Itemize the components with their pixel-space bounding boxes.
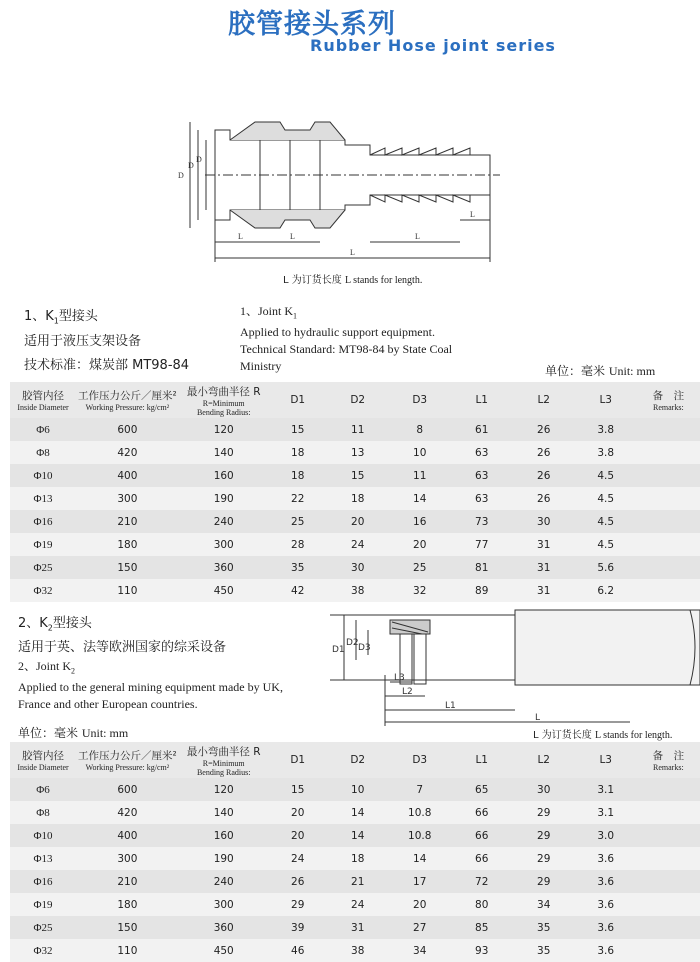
remarks-cell	[637, 556, 700, 579]
remarks-cell	[637, 801, 700, 824]
table-cell: 26	[513, 464, 575, 487]
table-cell: 14	[389, 847, 451, 870]
table-cell: 300	[76, 847, 179, 870]
table-cell: 77	[451, 533, 513, 556]
table-cell: 26	[269, 870, 327, 893]
col-inside: 胶管内径 Inside Diameter	[10, 382, 76, 418]
col-remarks: 备 注 Remarks:	[637, 382, 700, 418]
table-cell: 450	[179, 939, 269, 962]
table-cell: 20	[327, 510, 389, 533]
table-cell: 3.6	[575, 870, 637, 893]
table-cell: 240	[179, 870, 269, 893]
table-cell: 15	[269, 778, 327, 801]
table-cell: 8	[389, 418, 451, 441]
table-cell: 93	[451, 939, 513, 962]
remarks-cell	[637, 778, 700, 801]
col-d2: D2	[327, 382, 389, 418]
table-cell: 22	[269, 487, 327, 510]
table-cell: 180	[76, 533, 179, 556]
table-cell: 150	[76, 916, 179, 939]
table-cell: 39	[269, 916, 327, 939]
section2-en-block: 2、Joint $K_2$ Applied to the general mining equipment made by UK, France and other European countries.	[18, 658, 318, 713]
table-cell: 18	[269, 441, 327, 464]
l-label: L	[535, 713, 541, 723]
table-cell: 210	[76, 510, 179, 533]
table-cell: 26	[513, 441, 575, 464]
table-cell: 190	[179, 847, 269, 870]
caption-en: L stands for length.	[594, 730, 673, 741]
table-cell: 26	[513, 487, 575, 510]
k2-joint-drawing	[330, 600, 700, 735]
table-cell: 38	[327, 939, 389, 962]
l3-label: L	[415, 232, 420, 241]
table-cell: 29	[513, 824, 575, 847]
table-cell: Φ6	[10, 778, 76, 801]
remarks-cell	[637, 916, 700, 939]
diagram2-caption	[533, 726, 672, 741]
col-l1: L1	[451, 742, 513, 778]
table-row	[10, 893, 700, 916]
table-cell: 160	[179, 464, 269, 487]
table-cell: 31	[513, 533, 575, 556]
table-cell: Φ13	[10, 847, 76, 870]
section1-apply-zh: 适用于液压支架设备	[24, 334, 142, 349]
remarks-cell	[637, 533, 700, 556]
col-pressure: 工作压力公斤／厘米² Working Pressure: kg/cm²	[76, 382, 179, 418]
table-cell: 110	[76, 579, 179, 602]
table-cell: 400	[76, 464, 179, 487]
caption-zh: L 为订货长度	[533, 730, 592, 741]
table-cell: 360	[179, 916, 269, 939]
table-cell: 24	[327, 533, 389, 556]
caption-zh: L 为订货长度	[283, 275, 342, 286]
table-cell: 10.8	[389, 824, 451, 847]
table-cell: 63	[451, 464, 513, 487]
d-label-3: D	[196, 155, 202, 164]
d2-label: D2	[346, 638, 359, 648]
diagram1-caption	[283, 271, 422, 286]
table-cell: 30	[513, 778, 575, 801]
l-label: L	[350, 248, 355, 257]
table-cell: 31	[327, 916, 389, 939]
table-cell: 20	[389, 533, 451, 556]
col-l3: L3	[575, 382, 637, 418]
section1-en-block: 1、Joint $K_1$ Applied to hydraulic support equipment. Technical Standard: MT98-84 by State Coal Ministry	[240, 303, 470, 375]
table-cell: 11	[389, 464, 451, 487]
table-cell: 7	[389, 778, 451, 801]
table-cell: 29	[513, 870, 575, 893]
table-cell: 300	[76, 487, 179, 510]
table-cell: Φ8	[10, 441, 76, 464]
col-d3: D3	[389, 382, 451, 418]
table-cell: 16	[389, 510, 451, 533]
table-cell: 72	[451, 870, 513, 893]
d3-label: D3	[358, 643, 371, 653]
table-cell: 29	[513, 801, 575, 824]
table-cell: 4.5	[575, 533, 637, 556]
table-cell: 28	[269, 533, 327, 556]
table-cell: 27	[389, 916, 451, 939]
table-cell: 110	[76, 939, 179, 962]
table-cell: 89	[451, 579, 513, 602]
table-cell: 20	[269, 824, 327, 847]
col-d1: D1	[269, 382, 327, 418]
section2-title-zh: 2、$K_2$型接头	[18, 616, 92, 633]
table-cell: 14	[389, 487, 451, 510]
table-row	[10, 510, 700, 533]
table-cell: 24	[269, 847, 327, 870]
table-cell: 3.8	[575, 441, 637, 464]
page-subtitle: Rubber Hose joint series	[310, 36, 556, 55]
section1-std-en: Technical Standard: MT98-84 by State Coal Ministry	[240, 342, 453, 374]
k1-spec-table	[10, 382, 700, 602]
table-cell: 63	[451, 441, 513, 464]
table-row	[10, 418, 700, 441]
remarks-cell	[637, 893, 700, 916]
table-cell: 210	[76, 870, 179, 893]
table-cell: Φ25	[10, 916, 76, 939]
table-cell: Φ10	[10, 824, 76, 847]
table-cell: 25	[269, 510, 327, 533]
remarks-cell	[637, 824, 700, 847]
table-cell: 29	[269, 893, 327, 916]
table-cell: 240	[179, 510, 269, 533]
table-cell: 35	[513, 916, 575, 939]
l2-label: L	[290, 232, 295, 241]
table-cell: 61	[451, 418, 513, 441]
table-cell: 3.1	[575, 778, 637, 801]
table-row	[10, 579, 700, 602]
l1-label: L1	[445, 701, 456, 711]
table-cell: 3.6	[575, 847, 637, 870]
table-cell: 21	[327, 870, 389, 893]
col-l3: L3	[575, 742, 637, 778]
table-row	[10, 533, 700, 556]
col-pressure: 工作压力公斤／厘米² Working Pressure: kg/cm²	[76, 742, 179, 778]
table-cell: Φ19	[10, 533, 76, 556]
table-cell: Φ10	[10, 464, 76, 487]
table-cell: 31	[513, 556, 575, 579]
k1-joint-drawing	[170, 100, 510, 290]
k2-spec-table	[10, 742, 700, 962]
table-cell: 35	[269, 556, 327, 579]
table-cell: 46	[269, 939, 327, 962]
table-cell: 18	[327, 487, 389, 510]
table-row	[10, 778, 700, 801]
table-cell: 63	[451, 487, 513, 510]
table-cell: 15	[269, 418, 327, 441]
table-cell: 3.1	[575, 801, 637, 824]
table-cell: Φ25	[10, 556, 76, 579]
section2-apply-zh: 适用于英、法等欧洲国家的综采设备	[18, 640, 227, 655]
table-cell: 80	[451, 893, 513, 916]
table-row	[10, 870, 700, 893]
table-cell: 3.6	[575, 939, 637, 962]
table-cell: Φ13	[10, 487, 76, 510]
table-cell: 3.6	[575, 893, 637, 916]
table-cell: 66	[451, 847, 513, 870]
section2-apply-en: Applied to the general mining equipment made by UK, France and other European countries.	[18, 680, 283, 712]
table-cell: 10	[389, 441, 451, 464]
table-cell: 66	[451, 824, 513, 847]
section1-apply-en: Applied to hydraulic support equipment.	[240, 325, 435, 340]
table-cell: 14	[327, 801, 389, 824]
table-cell: Φ16	[10, 510, 76, 533]
table-cell: 32	[389, 579, 451, 602]
table-cell: 42	[269, 579, 327, 602]
table-cell: 150	[76, 556, 179, 579]
remarks-cell	[637, 441, 700, 464]
l1-label: L	[238, 232, 243, 241]
table-cell: 85	[451, 916, 513, 939]
table-cell: 10.8	[389, 801, 451, 824]
remarks-cell	[637, 939, 700, 962]
table-cell: 3.8	[575, 418, 637, 441]
table-cell: 14	[327, 824, 389, 847]
table-cell: 30	[327, 556, 389, 579]
table-cell: 360	[179, 556, 269, 579]
table-cell: Φ16	[10, 870, 76, 893]
table-cell: 31	[513, 579, 575, 602]
table-row	[10, 464, 700, 487]
table-cell: 600	[76, 418, 179, 441]
table-row	[10, 487, 700, 510]
col-d1: D1	[269, 742, 327, 778]
table-cell: 81	[451, 556, 513, 579]
table-cell: Φ8	[10, 801, 76, 824]
table-cell: 65	[451, 778, 513, 801]
table-cell: 34	[513, 893, 575, 916]
table-cell: 3.6	[575, 916, 637, 939]
col-remarks: 备 注 Remarks:	[637, 742, 700, 778]
table-cell: 300	[179, 893, 269, 916]
table-cell: 15	[327, 464, 389, 487]
table-cell: 160	[179, 824, 269, 847]
remarks-cell	[637, 464, 700, 487]
col-inside: 胶管内径 Inside Diameter	[10, 742, 76, 778]
table-cell: 20	[389, 893, 451, 916]
section1-unit: 单位：毫米 Unit: mm	[545, 364, 656, 378]
col-l1: L1	[451, 382, 513, 418]
table-cell: 4.5	[575, 510, 637, 533]
table-row	[10, 801, 700, 824]
table-cell: 5.6	[575, 556, 637, 579]
table-row	[10, 556, 700, 579]
col-l2: L2	[513, 742, 575, 778]
remarks-cell	[637, 510, 700, 533]
table-cell: 34	[389, 939, 451, 962]
table-cell: 26	[513, 418, 575, 441]
table-cell: 73	[451, 510, 513, 533]
table-cell: 11	[327, 418, 389, 441]
remarks-cell	[637, 579, 700, 602]
table-cell: 6.2	[575, 579, 637, 602]
remarks-cell	[637, 487, 700, 510]
table-cell: Φ6	[10, 418, 76, 441]
remarks-cell	[637, 418, 700, 441]
col-radius: 最小弯曲半径 R R=Minimum Bending Radius:	[179, 742, 269, 778]
table-row	[10, 939, 700, 962]
table-cell: 600	[76, 778, 179, 801]
table-cell: 20	[269, 801, 327, 824]
table-row	[10, 916, 700, 939]
table-cell: 25	[389, 556, 451, 579]
l2-label: L2	[402, 687, 413, 697]
table-cell: 35	[513, 939, 575, 962]
table-cell: 120	[179, 778, 269, 801]
section1-std-zh: 技术标准：煤炭部 MT98-84	[24, 358, 190, 373]
table-cell: 18	[269, 464, 327, 487]
d1-label: D1	[332, 645, 345, 655]
table-cell: 38	[327, 579, 389, 602]
table-cell: 420	[76, 441, 179, 464]
table-cell: 190	[179, 487, 269, 510]
l3-label: L3	[394, 673, 405, 683]
table-cell: Φ32	[10, 939, 76, 962]
table-cell: 29	[513, 847, 575, 870]
table-cell: 10	[327, 778, 389, 801]
col-d3: D3	[389, 742, 451, 778]
table-cell: 30	[513, 510, 575, 533]
col-d2: D2	[327, 742, 389, 778]
table-cell: 140	[179, 801, 269, 824]
table-cell: 13	[327, 441, 389, 464]
d-label-2: D	[188, 161, 194, 170]
section2-unit: 单位：毫米 Unit: mm	[18, 726, 129, 740]
table-cell: 24	[327, 893, 389, 916]
table-cell: 140	[179, 441, 269, 464]
section1-title-zh: 1、$K_1$型接头	[24, 309, 98, 326]
table-cell: 3.0	[575, 824, 637, 847]
table-cell: 120	[179, 418, 269, 441]
table-cell: 4.5	[575, 487, 637, 510]
table-row	[10, 824, 700, 847]
table-cell: Φ32	[10, 579, 76, 602]
col-l2: L2	[513, 382, 575, 418]
table-row	[10, 847, 700, 870]
remarks-cell	[637, 847, 700, 870]
table-cell: 400	[76, 824, 179, 847]
caption-en: L stands for length.	[344, 275, 423, 286]
table-cell: 66	[451, 801, 513, 824]
table-cell: 17	[389, 870, 451, 893]
table-cell: 4.5	[575, 464, 637, 487]
col-radius: 最小弯曲半径 R R=Minimum Bending Radius:	[179, 382, 269, 418]
table-cell: 18	[327, 847, 389, 870]
d-label: D	[178, 171, 184, 180]
table-cell: 420	[76, 801, 179, 824]
l4-label: L	[470, 210, 475, 219]
table-row	[10, 441, 700, 464]
table-cell: Φ19	[10, 893, 76, 916]
table-cell: 300	[179, 533, 269, 556]
table-cell: 180	[76, 893, 179, 916]
remarks-cell	[637, 870, 700, 893]
table-cell: 450	[179, 579, 269, 602]
page-title: 胶管接头系列	[228, 9, 396, 40]
